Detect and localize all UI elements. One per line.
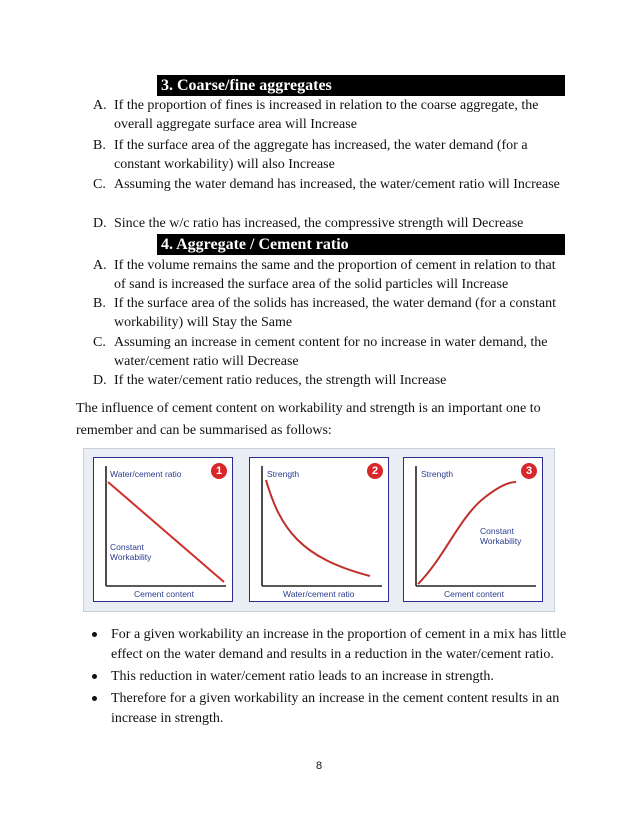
item-text: If the proportion of fines is increased in relation to the coarse aggregate, the overall aggregate surface area will Increase <box>114 98 539 133</box>
item-text: If the surface area of the solids has increased, the water demand (for a constant workability) will Stay the Same <box>114 296 556 331</box>
item-letter: B. <box>93 138 106 153</box>
item-letter: A. <box>93 258 107 273</box>
list-item <box>93 294 563 333</box>
panel-2-xlabel: Water/cement ratio <box>283 589 355 599</box>
section-3-heading: 3. Coarse/fine aggregates <box>157 75 565 96</box>
bullet-text: For a given workability an increase in the proportion of cement in a mix has little effect on the water demand and results in a reduction in the water/cement ratio. <box>111 627 567 662</box>
list-item <box>93 333 563 372</box>
panel-3-annotation-1: Constant <box>480 526 515 536</box>
bullet-item <box>88 667 568 687</box>
panel-1-number-badge: 1 <box>211 463 227 479</box>
bullet-icon <box>92 696 97 701</box>
item-text: Assuming an increase in cement content for no increase in water demand, the water/cement ratio will Decrease <box>114 335 548 370</box>
item-letter: B. <box>93 296 106 311</box>
item-text: If the volume remains the same and the proportion of cement in relation to that of sand is increased the surface area of the solid particles will Increase <box>114 258 556 293</box>
item-text: If the water/cement ratio reduces, the strength will Increase <box>114 373 447 388</box>
panel-3 <box>403 457 543 602</box>
panel-2-graph <box>250 458 388 601</box>
panel-3-graph <box>404 458 542 601</box>
page-number: 8 <box>315 760 323 772</box>
item-letter: D. <box>93 373 107 388</box>
intro-paragraph: The influence of cement content on workability and strength is an important one to remember and can be summarised as follows: <box>76 401 541 438</box>
item-letter: C. <box>93 177 106 192</box>
list-item <box>93 96 563 135</box>
panel-2 <box>249 457 389 602</box>
panel-1-annotation-2: Workability <box>110 552 152 562</box>
bullet-text: Therefore for a given workability an increase in the cement content results in an increase in strength. <box>111 691 560 726</box>
curve-line <box>108 482 224 582</box>
panel-3-ylabel: Strength <box>421 469 454 479</box>
item-letter: A. <box>93 98 107 113</box>
summary-bullets <box>88 625 568 731</box>
cement-content-figure <box>83 448 555 612</box>
bullet-icon <box>92 632 97 637</box>
panel-3-annotation-2: Workability <box>480 536 522 546</box>
curve-line <box>266 480 370 576</box>
item-text: Since the w/c ratio has increased, the compressive strength will Decrease <box>114 216 524 231</box>
panel-1-xlabel: Cement content <box>134 589 195 599</box>
list-item <box>93 256 563 295</box>
panel-1-annotation-1: Constant <box>110 542 145 552</box>
list-item <box>93 136 563 175</box>
panel-3-number-badge: 3 <box>521 463 537 479</box>
bullet-text: This reduction in water/cement ratio leads to an increase in strength. <box>111 669 494 684</box>
item-letter: D. <box>93 216 107 231</box>
list-item <box>93 175 563 194</box>
panel-2-number-badge: 2 <box>367 463 383 479</box>
list-item <box>93 371 563 390</box>
bullet-item <box>88 625 568 665</box>
list-item <box>93 214 563 233</box>
panel-1-graph <box>94 458 232 601</box>
panel-3-xlabel: Cement content <box>444 589 505 599</box>
panel-2-ylabel: Strength <box>267 469 300 479</box>
section-4-heading: 4. Aggregate / Cement ratio <box>157 234 565 255</box>
item-text: Assuming the water demand has increased, the water/cement ratio will Increase <box>114 177 560 192</box>
bullet-icon <box>92 674 97 679</box>
item-text: If the surface area of the aggregate has increased, the water demand (for a constant workability) will also Increase <box>114 138 528 173</box>
item-letter: C. <box>93 335 106 350</box>
panel-1 <box>93 457 233 602</box>
bullet-item <box>88 689 568 729</box>
panel-1-ylabel: Water/cement ratio <box>110 469 182 479</box>
